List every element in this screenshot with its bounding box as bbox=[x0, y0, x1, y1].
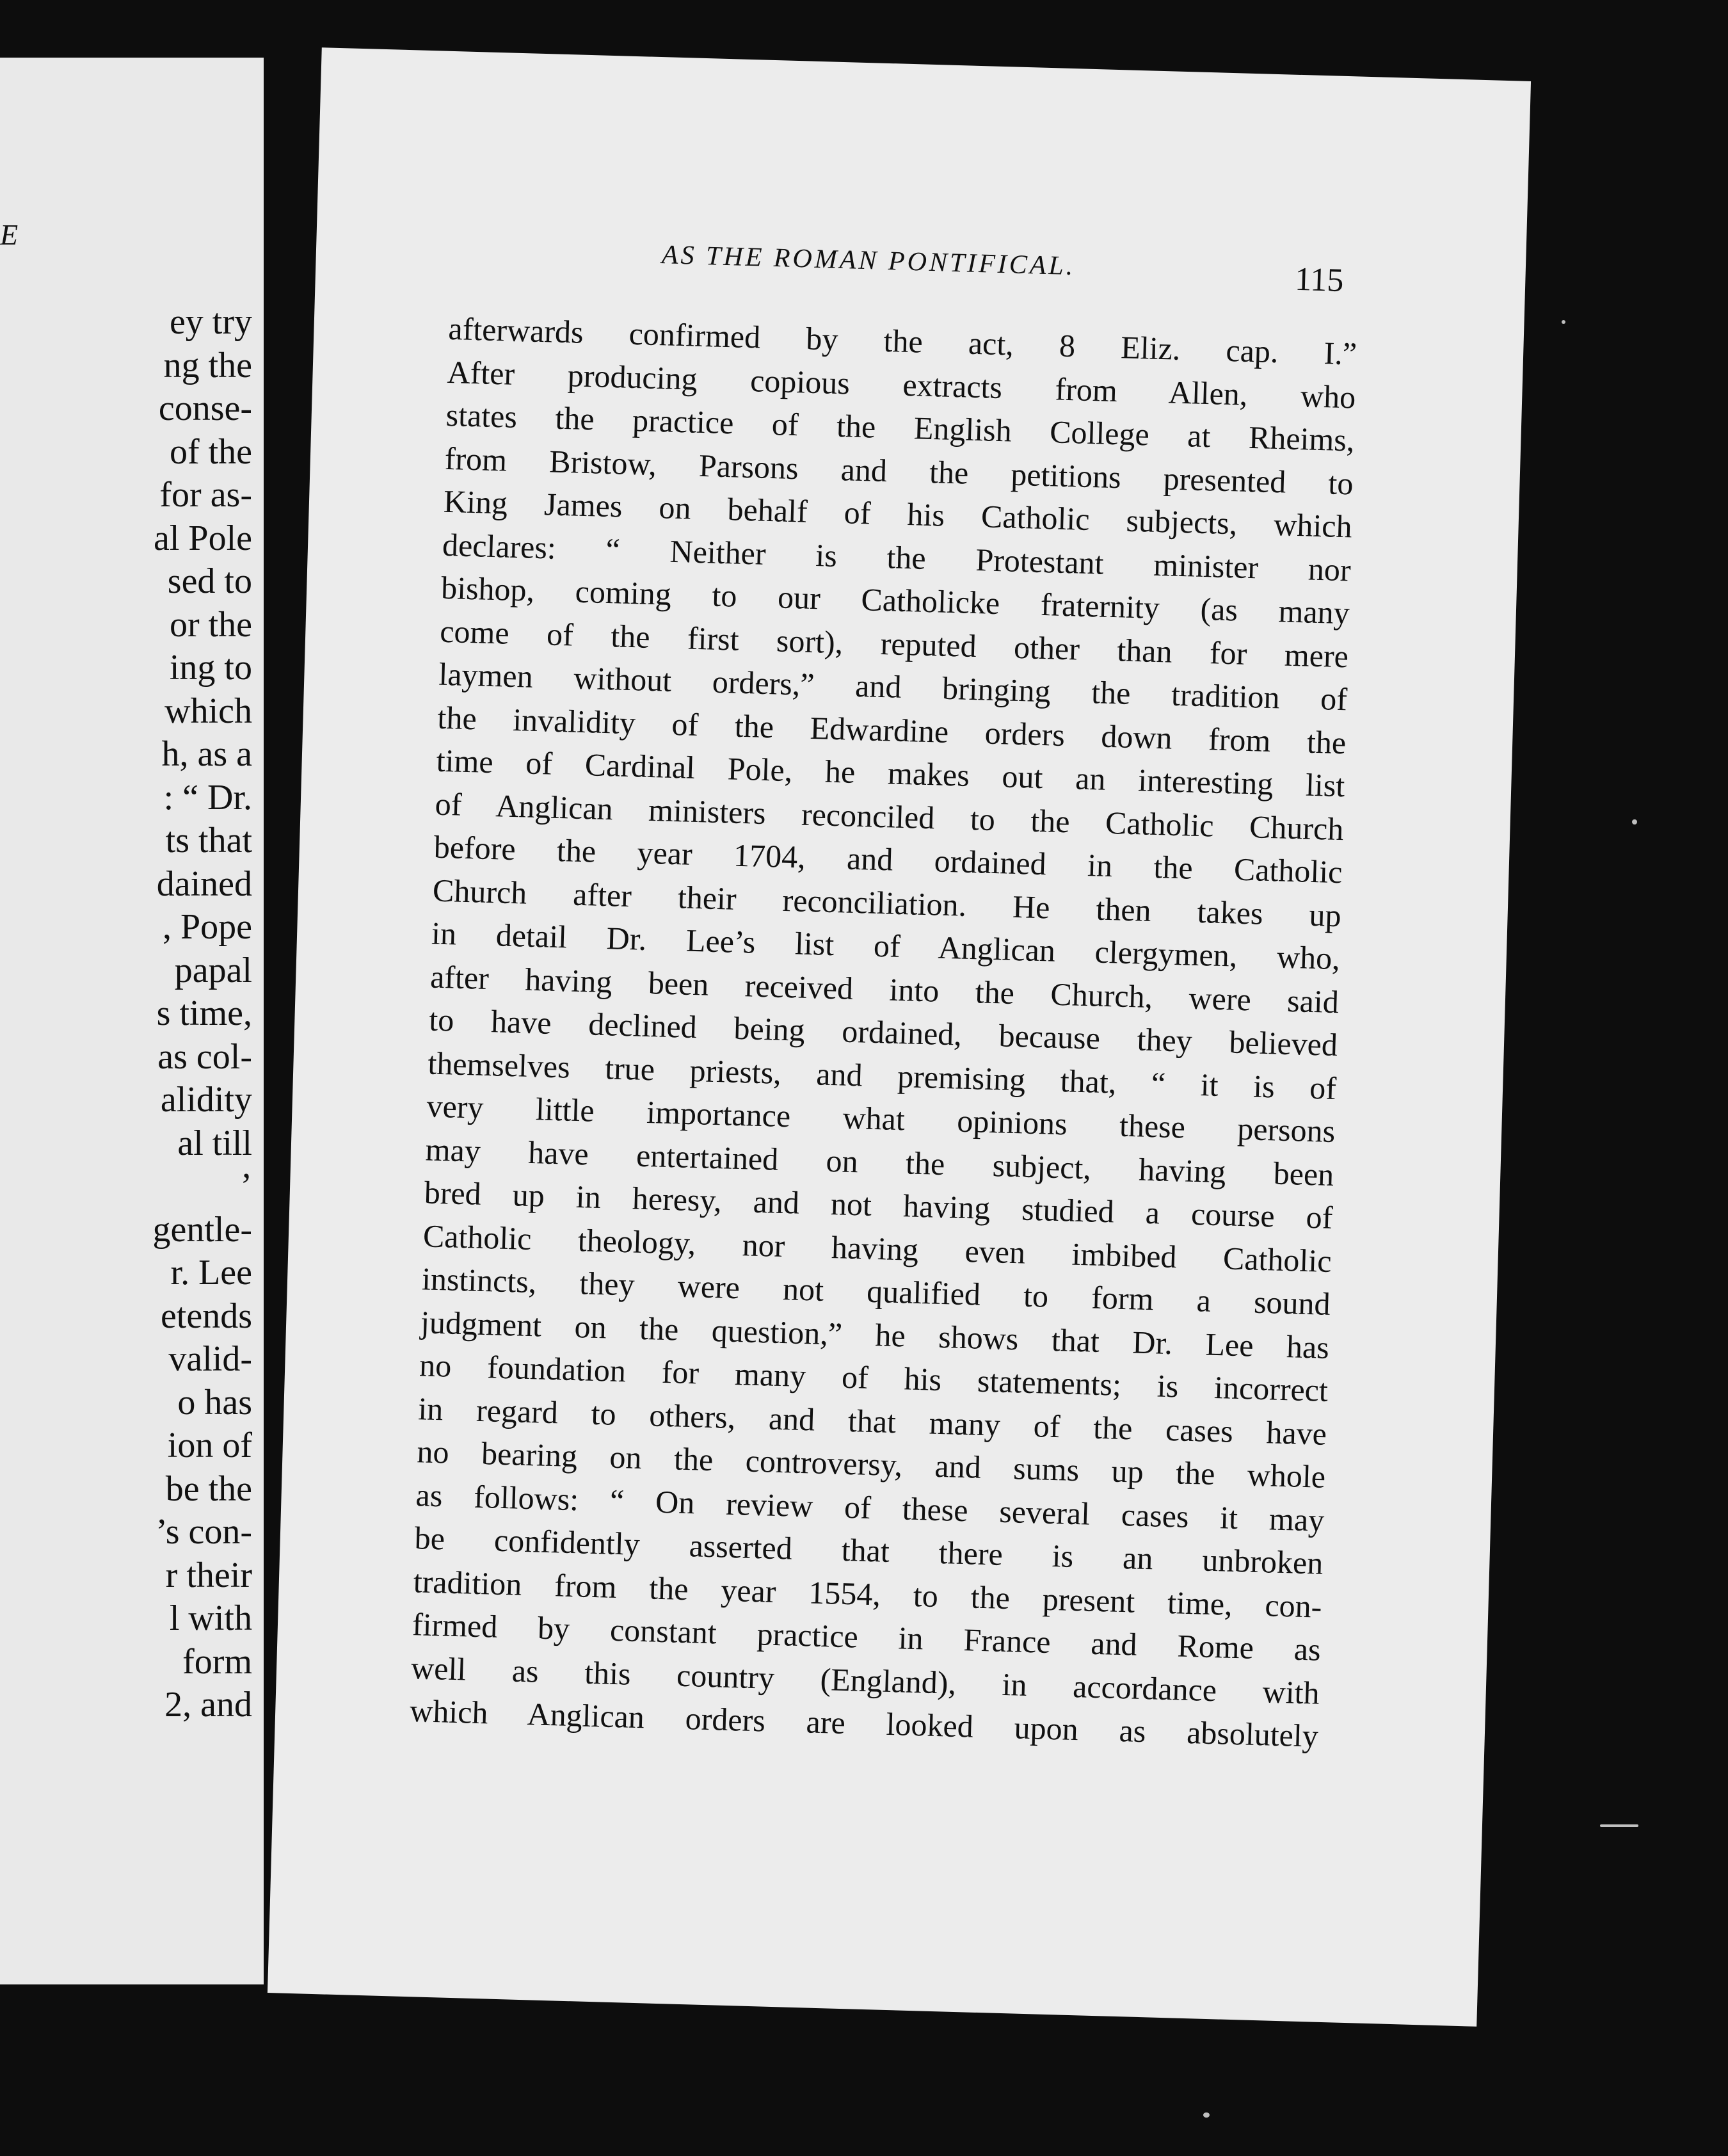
left-page-line-fragment: for as- bbox=[159, 475, 252, 515]
left-page-line-fragment: l with bbox=[169, 1598, 252, 1638]
left-page-line-fragment: ts that bbox=[165, 821, 252, 860]
left-page-line-fragment: as col- bbox=[157, 1036, 252, 1077]
left-page-line-fragment: s time, bbox=[156, 994, 252, 1033]
left-page-text-fragments bbox=[60, 301, 252, 1727]
body-text-line: laymen without orders,” and bringing the tradition of bbox=[438, 656, 1348, 718]
left-page-line-fragment: be the bbox=[165, 1468, 252, 1509]
body-text-line: tradition from the year 1554, to the present time, con- bbox=[413, 1563, 1323, 1625]
body-text-line: declares: “ Neither is the Protestant minister nor bbox=[442, 526, 1352, 588]
body-text-line: themselves true priests, and premising that, “ it is of bbox=[427, 1044, 1337, 1106]
left-page-line-fragment: 2, and bbox=[164, 1685, 252, 1725]
left-page-line-fragment: al Pole bbox=[154, 518, 252, 558]
body-text-line: bred up in heresy, and not having studied a course of bbox=[424, 1174, 1334, 1236]
body-text-line: instincts, they were not qualified to form a sound bbox=[421, 1260, 1331, 1322]
body-text-line: in regard to others, and that many of the cases have bbox=[417, 1390, 1327, 1452]
body-text-line: time of Cardinal Pole, he makes out an interesting list bbox=[436, 742, 1346, 804]
body-text-line: from Bristow, Parsons and the petitions presented to bbox=[444, 440, 1354, 501]
body-text-line: Catholic theology, nor having even imbibed Catholic bbox=[422, 1217, 1332, 1279]
left-page-line-fragment: papal bbox=[174, 950, 252, 990]
body-text-line: come of the first sort), reputed other than for mere bbox=[439, 613, 1349, 674]
left-page-line-fragment: ey try bbox=[169, 302, 252, 342]
left-page-line-fragment: ’ bbox=[240, 1166, 252, 1206]
body-text-line: judgment on the question,” he shows that Dr. Lee has bbox=[420, 1303, 1330, 1365]
left-page-line-fragment: or the bbox=[169, 604, 252, 645]
left-page-line-fragment: gentle- bbox=[152, 1209, 252, 1250]
body-text-line: may have entertained on the subject, having been bbox=[425, 1130, 1335, 1193]
scan-speck bbox=[1632, 819, 1637, 825]
left-page-line-fragment: conse- bbox=[158, 389, 252, 428]
left-page-line-fragment: etends bbox=[160, 1296, 252, 1336]
left-page-line-fragment: ing to bbox=[169, 648, 252, 688]
body-text-line: no foundation for many of his statements; is incorrect bbox=[419, 1347, 1329, 1408]
body-text-line: after having been received into the Church, were said bbox=[429, 958, 1340, 1020]
body-text-line: which Anglican orders are looked upon as absolutely bbox=[409, 1693, 1319, 1754]
body-text-line: of Anglican ministers reconciled to the Catholic Church bbox=[435, 785, 1345, 847]
body-text-line: well as this country (England), in accordance with bbox=[410, 1649, 1320, 1711]
left-page-line-fragment: which bbox=[164, 691, 252, 731]
left-page-line-fragment: r their bbox=[165, 1555, 252, 1595]
left-page-line-fragment: form bbox=[182, 1641, 252, 1682]
page-number: 115 bbox=[1294, 261, 1345, 299]
left-page-line-fragment: : “ Dr. bbox=[163, 777, 252, 817]
body-text-line: before the year 1704, and ordained in the Catholic bbox=[433, 828, 1343, 890]
scan-speck bbox=[1600, 1824, 1638, 1827]
body-text-line: afterwards confirmed by the act, 8 Eliz. cap. I.” bbox=[447, 310, 1357, 372]
body-text-line: as follows: “ On review of these several cases it may bbox=[415, 1476, 1325, 1538]
body-text-line: bishop, coming to our Catholicke fraternity (as many bbox=[440, 569, 1350, 631]
left-page-line-fragment: , Pope bbox=[163, 907, 252, 947]
body-text-line: to have declined being ordained, because they believed bbox=[428, 1001, 1338, 1063]
body-text-line: states the practice of the English College at Rheims, bbox=[445, 396, 1356, 458]
body-text-line: no bearing on the controversy, and sums up the whole bbox=[416, 1433, 1326, 1495]
left-page-line-fragment: alidity bbox=[160, 1080, 252, 1120]
page-body-text bbox=[409, 307, 1357, 1758]
left-page-line-fragment: ion of bbox=[167, 1426, 252, 1465]
body-text-line: the invalidity of the Edwardine orders down from the bbox=[436, 699, 1347, 760]
body-text-line: very little importance what opinions these persons bbox=[426, 1088, 1336, 1150]
left-page-line-fragment: o has bbox=[177, 1382, 252, 1422]
left-page-line-fragment: of the bbox=[169, 431, 252, 472]
running-head: AS THE ROMAN PONTIFICAL. bbox=[661, 240, 1076, 282]
body-text-line: firmed by constant practice in France and Rome as bbox=[412, 1606, 1322, 1668]
scan-speck bbox=[1203, 2112, 1210, 2118]
body-text-line: be confidently asserted that there is an unbroken bbox=[414, 1520, 1324, 1581]
left-page-line-fragment: valid- bbox=[168, 1339, 252, 1379]
left-page-line-fragment: sed to bbox=[167, 561, 252, 601]
body-text-line: in detail Dr. Lee’s list of Anglican clergymen, who, bbox=[431, 915, 1341, 977]
left-page-line-fragment: r. Lee bbox=[170, 1253, 252, 1292]
body-text-line: Church after their reconciliation. He then takes up bbox=[432, 872, 1342, 933]
left-page-header-fragment: E bbox=[0, 218, 19, 251]
body-text-line: After producing copious extracts from Allen, who bbox=[446, 353, 1356, 415]
left-page-line-fragment: ’s con- bbox=[156, 1512, 252, 1552]
left-page-line-fragment: h, as a bbox=[161, 734, 252, 774]
scan-speck bbox=[1562, 320, 1565, 324]
left-facing-page bbox=[0, 58, 264, 1984]
left-page-line-fragment: dained bbox=[156, 864, 252, 904]
left-page-line-fragment: al till bbox=[177, 1123, 252, 1163]
left-page-line-fragment: ng the bbox=[163, 345, 252, 385]
book-page-115 bbox=[268, 47, 1531, 2027]
body-text-line: King James on behalf of his Catholic subjects, which bbox=[443, 483, 1353, 545]
